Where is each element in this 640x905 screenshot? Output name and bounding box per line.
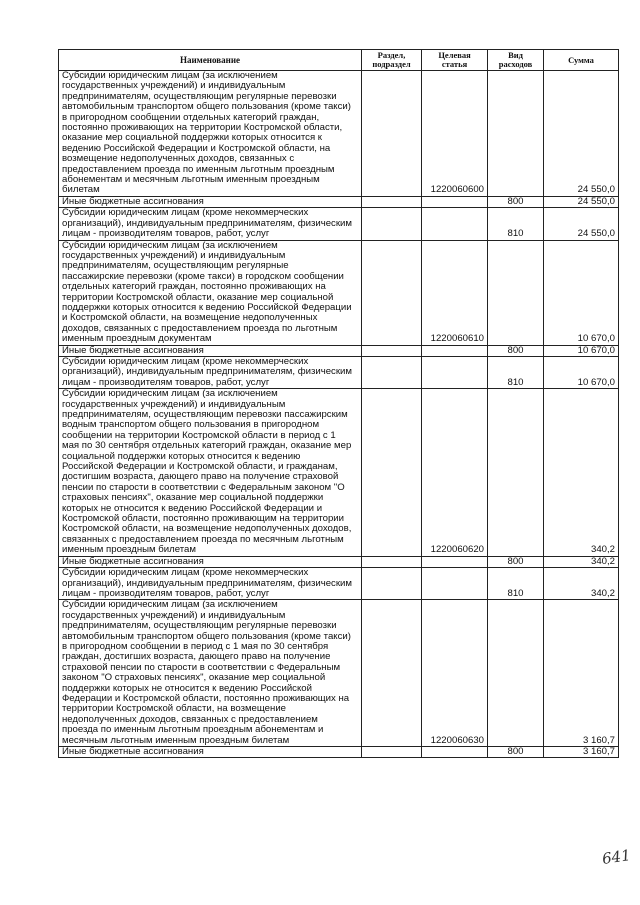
row-name-cell: Субсидии юридическим лицам (за исключением государственных учреждений) и индивидуальным предпринимателям, осуществляющим регулярные перевозки автомобильным транспортом общего пользования (кроме такси) в пригородном сообщении отдельных категорий граждан, постоянно проживающих на территории Костромской области, оказание мер социальной поддержки которых относится к ведению Российской Федерации и Костромской области, на возмещение недополученных доходов, связанных с предоставлением проезда по именным льготным проездным абонементам и месячным льготным именным проездным билетам [59, 71, 362, 197]
row-article-cell [422, 356, 488, 388]
row-expense-type-cell: 810 [488, 356, 544, 388]
row-section-cell [362, 240, 422, 345]
row-article-cell [422, 568, 488, 600]
header-name: Наименование [59, 50, 362, 71]
row-name-cell: Субсидии юридическим лицам (за исключением государственных учреждений) и индивидуальным предпринимателям, осуществляющим регулярные пассажирские перевозки (кроме такси) в городском сообщении отдельных категорий граждан, постоянно проживающих на территории Костромской области, оказание мер социальной поддержки которых относится к ведению Российской Федерации и Костромской области, на возмещение недополученных доходов, связанных с предоставлением проезда по льготным именным проездным документам [59, 240, 362, 345]
row-article-cell: 1220060620 [422, 389, 488, 557]
row-sum-cell: 340,2 [544, 556, 619, 567]
row-name-cell: Субсидии юридическим лицам (за исключением государственных учреждений) и индивидуальным предпринимателям, осуществляющим перевозки пассажирским водным транспортом общего пользования в пригородном сообщении на территории Костромской области в период с 1 мая по 30 сентября отдельных категорий граждан, оказание мер социальной поддержки которых относится к ведению Российской Федерации и Костромской области, и гражданам, достигшим возраста, дающего право на получение страховой пенсии по старости в соответствии с Федеральным законом "О страховых пенсиях", оказание мер социальной поддержки которых не относится к ведению Российской Федерации и Костромской области, постоянно проживающим на территории Костромской области, на возмещение недополученных доходов, связанных с предоставлением проезда по месячным льготным именным проездным билетам [59, 389, 362, 557]
row-expense-type-cell: 800 [488, 345, 544, 356]
row-expense-type-cell: 810 [488, 208, 544, 240]
row-sum-cell: 10 670,0 [544, 240, 619, 345]
row-expense-type-cell [488, 240, 544, 345]
row-section-cell [362, 71, 422, 197]
row-expense-type-cell: 800 [488, 747, 544, 758]
row-article-cell [422, 747, 488, 758]
row-section-cell [362, 356, 422, 388]
row-section-cell [362, 389, 422, 557]
row-expense-type-cell [488, 71, 544, 197]
row-expense-type-cell [488, 389, 544, 557]
row-sum-cell: 10 670,0 [544, 345, 619, 356]
row-name-cell: Иные бюджетные ассигнования [59, 556, 362, 567]
row-sum-cell: 24 550,0 [544, 208, 619, 240]
row-article-cell: 1220060600 [422, 71, 488, 197]
header-expense-type: Вид расходов [488, 50, 544, 71]
table-row [59, 71, 619, 197]
row-article-cell [422, 345, 488, 356]
table-row [59, 208, 619, 240]
row-section-cell [362, 568, 422, 600]
row-name-cell: Иные бюджетные ассигнования [59, 345, 362, 356]
table-row [59, 356, 619, 388]
row-article-cell [422, 556, 488, 567]
budget-table [58, 49, 619, 758]
row-name-cell: Субсидии юридическим лицам (за исключением государственных учреждений) и индивидуальным предпринимателям, осуществляющим регулярные перевозки автомобильным транспортом общего пользования (кроме такси) в пригородном сообщении в период с 1 мая по 30 сентября граждан, достигших возраста, дающего право на получение страховой пенсии по старости в соответствии с Федеральным законом "О страховых пенсиях", оказание мер социальной поддержки которых не относится к ведению Российской Федерации и Костромской области, постоянно проживающих на территории Костромской области, на возмещение недополученных доходов, связанных с предоставлением проезда по именным льготным проездным абонементам и месячным льготным именным проездным билетам [59, 600, 362, 747]
table-row [59, 240, 619, 345]
row-article-cell [422, 196, 488, 207]
page-number: 641 [600, 846, 632, 868]
row-sum-cell: 3 160,7 [544, 600, 619, 747]
row-name-cell: Субсидии юридическим лицам (кроме некоммерческих организаций), индивидуальным предпринимателям, физическим лицам - производителям товаров, работ, услуг [59, 568, 362, 600]
table-row [59, 196, 619, 207]
row-name-cell: Иные бюджетные ассигнования [59, 747, 362, 758]
row-section-cell [362, 600, 422, 747]
table-row [59, 389, 619, 557]
row-article-cell [422, 208, 488, 240]
row-section-cell [362, 196, 422, 207]
row-article-cell: 1220060610 [422, 240, 488, 345]
row-name-cell: Субсидии юридическим лицам (кроме некоммерческих организаций), индивидуальным предпринимателям, физическим лицам - производителям товаров, работ, услуг [59, 356, 362, 388]
table-header-row [59, 50, 619, 71]
row-sum-cell: 3 160,7 [544, 747, 619, 758]
row-sum-cell: 10 670,0 [544, 356, 619, 388]
row-article-cell: 1220060630 [422, 600, 488, 747]
row-name-cell: Иные бюджетные ассигнования [59, 196, 362, 207]
row-sum-cell: 340,2 [544, 389, 619, 557]
header-sum: Сумма [544, 50, 619, 71]
row-name-cell: Субсидии юридическим лицам (кроме некоммерческих организаций), индивидуальным предпринимателям, физическим лицам - производителям товаров, работ, услуг [59, 208, 362, 240]
row-section-cell [362, 747, 422, 758]
table-row [59, 345, 619, 356]
table-row [59, 568, 619, 600]
table-row [59, 556, 619, 567]
row-sum-cell: 24 550,0 [544, 71, 619, 197]
row-expense-type-cell: 800 [488, 556, 544, 567]
row-expense-type-cell [488, 600, 544, 747]
header-article: Целевая статья [422, 50, 488, 71]
table-row [59, 747, 619, 758]
table-row [59, 600, 619, 747]
row-expense-type-cell: 800 [488, 196, 544, 207]
row-expense-type-cell: 810 [488, 568, 544, 600]
row-section-cell [362, 345, 422, 356]
row-section-cell [362, 208, 422, 240]
header-section: Раздел, подраздел [362, 50, 422, 71]
row-section-cell [362, 556, 422, 567]
row-sum-cell: 24 550,0 [544, 196, 619, 207]
row-sum-cell: 340,2 [544, 568, 619, 600]
